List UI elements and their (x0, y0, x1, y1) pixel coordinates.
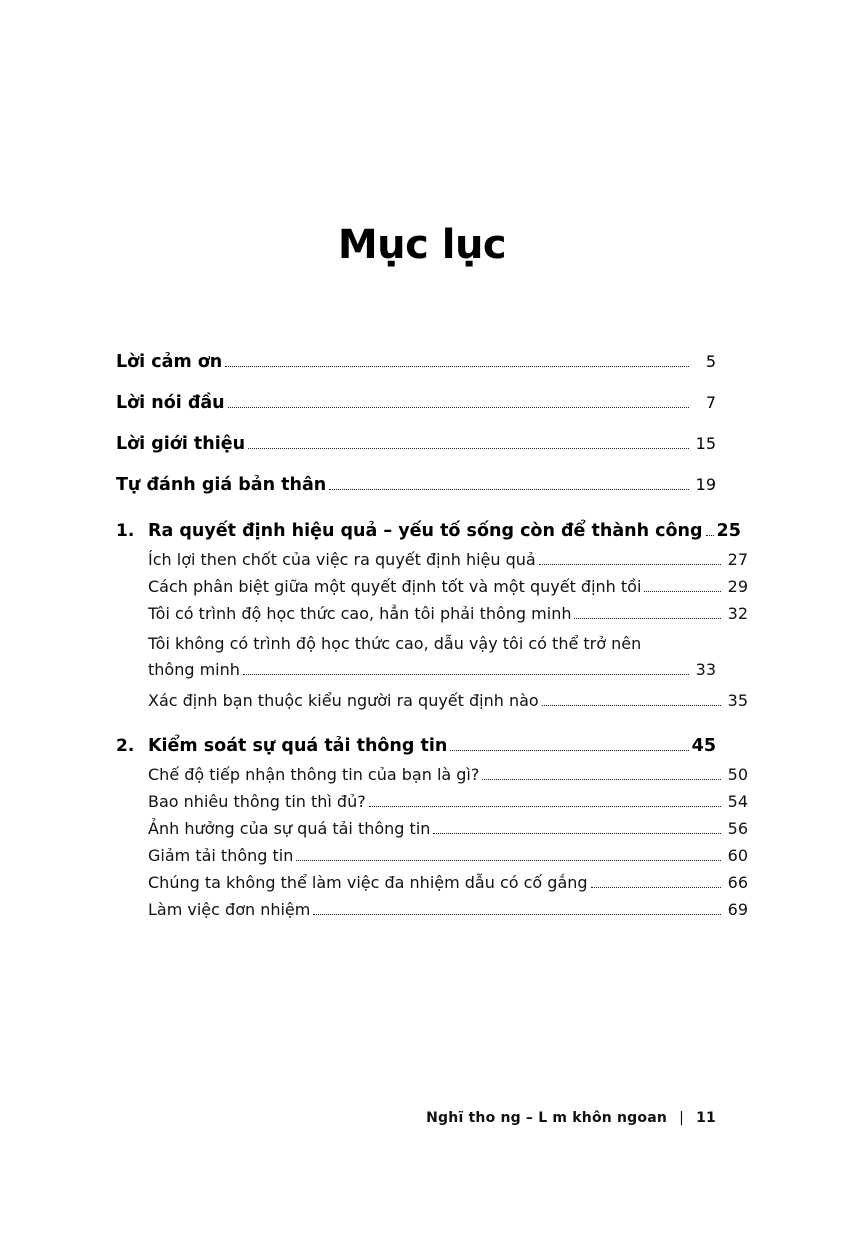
toc-entry-label: Lời nói đầu (116, 393, 225, 413)
toc-subentry[interactable] (148, 604, 748, 623)
toc-subentry-label: Xác định bạn thuộc kiểu người ra quyết định nào (148, 690, 539, 710)
footer-separator: | (679, 1110, 685, 1126)
leader-dots (433, 833, 721, 834)
toc-subentry-label: Bao nhiêu thông tin thì đủ? (148, 791, 366, 811)
toc-subentry-page: 69 (727, 899, 748, 919)
toc-entry-page: 7 (705, 393, 716, 412)
leader-dots (574, 618, 721, 619)
toc-subentry-label-line1: Tôi không có trình độ học thức cao, dẫu vậy tôi có thể trở nên (148, 634, 642, 653)
toc-entry[interactable] (116, 393, 716, 413)
leader-dots (329, 489, 689, 490)
toc-subentry[interactable] (148, 631, 716, 683)
toc-subentry-page: 32 (727, 604, 748, 623)
toc-subentry-page: 29 (727, 577, 748, 596)
leader-dots (313, 914, 721, 915)
footer-book-title: Nghĩ tho ng – L m khôn ngoan (426, 1110, 668, 1126)
toc-chapter[interactable] (116, 521, 741, 541)
leader-dots (644, 591, 721, 592)
toc-subentry-label: Giảm tải thông tin (148, 845, 294, 865)
chapter-title: Ra quyết định hiệu quả – yếu tố sống còn để thành công (148, 521, 703, 541)
leader-dots (706, 535, 714, 536)
leader-dots (228, 407, 689, 408)
chapter-number: 1. (116, 521, 135, 541)
toc-entry[interactable] (116, 352, 716, 372)
leader-dots (243, 674, 689, 675)
page-title: Mục lục (337, 222, 507, 268)
leader-dots (539, 564, 721, 565)
toc-subentry[interactable] (148, 819, 748, 838)
toc-subentry-page: 66 (727, 872, 748, 892)
chapter-page: 45 (691, 735, 716, 756)
toc-chapter[interactable] (116, 736, 716, 756)
toc-subentry[interactable] (148, 765, 748, 784)
toc-entry-page: 15 (695, 434, 716, 453)
toc-subentry-label: Ảnh hưởng của sự quá tải thông tin (148, 818, 431, 838)
toc-entry[interactable] (116, 434, 716, 454)
toc-subentry-label: Tôi có trình độ học thức cao, hẳn tôi phải thông minh (148, 604, 572, 623)
toc-subentry[interactable] (148, 900, 748, 919)
footer-page-number: 11 (696, 1110, 716, 1126)
toc-subentry-page: 33 (695, 659, 716, 679)
toc-subentry[interactable] (148, 873, 748, 892)
toc-entry-page: 19 (695, 475, 716, 494)
toc-subentry-label-line2: thông minh (148, 659, 240, 679)
chapter-title: Kiểm soát sự quá tải thông tin (148, 735, 448, 756)
toc-subentry-page: 50 (727, 764, 748, 784)
toc-subentry-label: Chúng ta không thể làm việc đa nhiệm dẫu có cố gắng (148, 872, 588, 892)
chapter-number: 2. (116, 735, 135, 756)
page-footer (0, 1110, 844, 1126)
toc-entry-label: Lời giới thiệu (116, 434, 246, 454)
toc-subentry-label: Chế độ tiếp nhận thông tin của bạn là gì? (148, 764, 480, 784)
table-of-contents (116, 352, 748, 927)
leader-dots (482, 779, 721, 780)
chapter-page: 25 (716, 521, 741, 541)
toc-entry-page: 5 (705, 352, 716, 371)
toc-subentry-page: 54 (727, 791, 748, 811)
leader-dots (248, 448, 689, 449)
toc-subentry-label: Làm việc đơn nhiệm (148, 899, 311, 919)
toc-subentry-label: Ích lợi then chốt của việc ra quyết định hiệu quả (148, 550, 536, 569)
toc-subentry[interactable] (148, 550, 748, 569)
toc-entry-label: Tự đánh giá bản thân (116, 475, 327, 495)
toc-subentry-page: 27 (727, 550, 748, 569)
toc-subentry-page: 56 (727, 818, 748, 838)
toc-subentry[interactable] (148, 792, 748, 811)
toc-entry-label: Lời cảm ơn (116, 352, 223, 372)
toc-subentry-label: Cách phân biệt giữa một quyết định tốt và một quyết định tồi (148, 577, 642, 596)
leader-dots (542, 705, 721, 706)
toc-subentry[interactable] (148, 846, 748, 865)
leader-dots (450, 750, 688, 751)
toc-subentry-page: 35 (727, 690, 748, 710)
leader-dots (296, 860, 721, 861)
toc-subentry-page: 60 (727, 845, 748, 865)
toc-subentry[interactable] (148, 691, 748, 710)
toc-subentry[interactable] (148, 577, 748, 596)
leader-dots (225, 366, 689, 367)
leader-dots (591, 887, 721, 888)
leader-dots (369, 806, 721, 807)
toc-entry[interactable] (116, 475, 716, 495)
